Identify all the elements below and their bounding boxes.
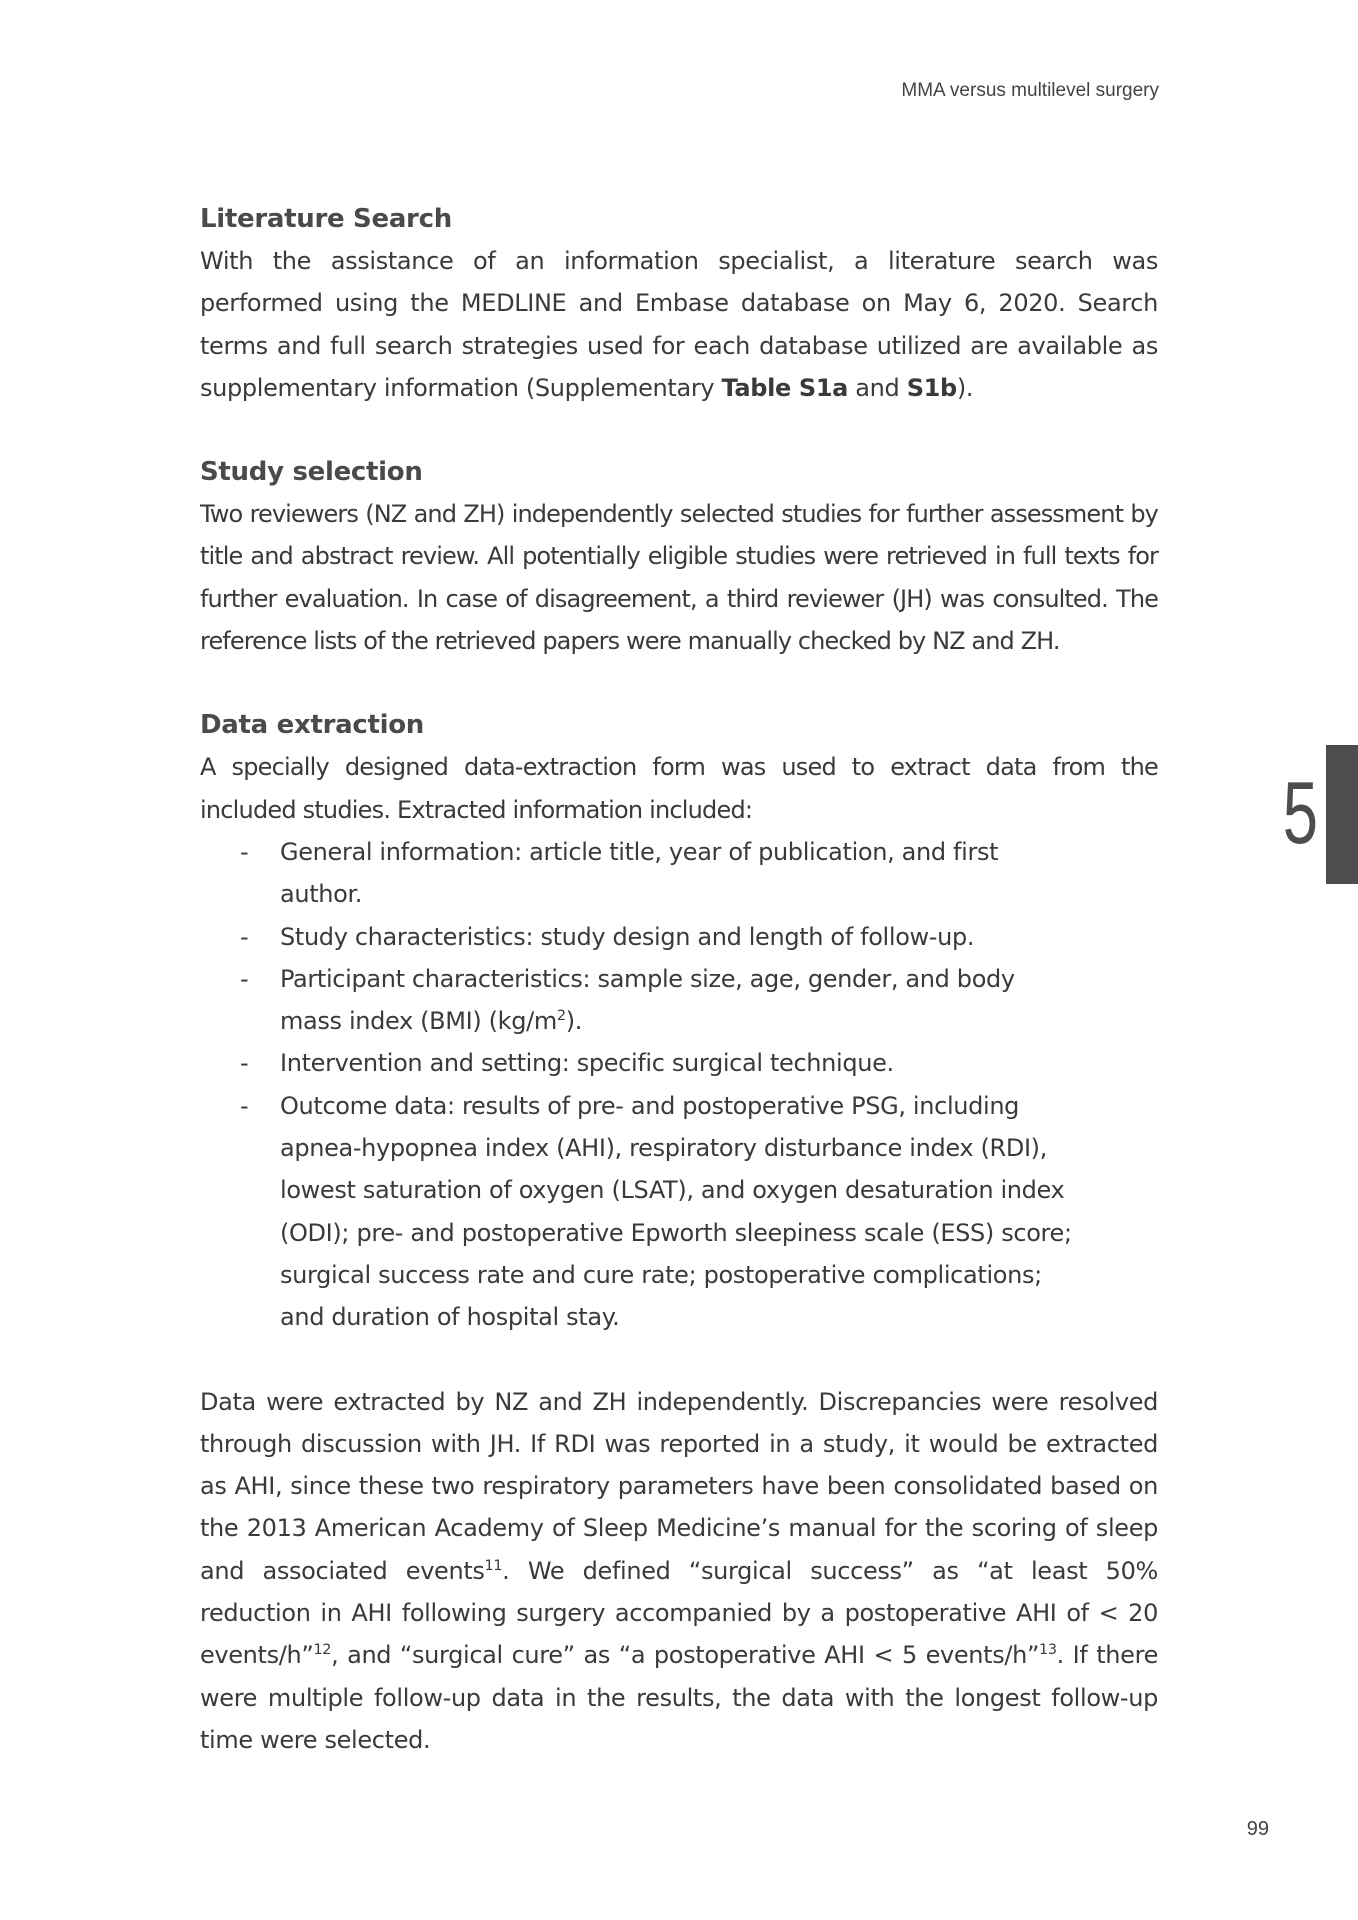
chapter-number: 5 xyxy=(1282,763,1318,862)
page-number: 99 xyxy=(1246,1818,1269,1840)
main-content xyxy=(200,198,1158,1761)
section-heading-literature-search: Literature Search xyxy=(200,204,452,234)
table-ref-s1a: Table S1a xyxy=(721,373,849,402)
bullet-dash: - xyxy=(240,1091,249,1120)
extracted-info-list xyxy=(200,831,1158,1339)
citation-11: 11 xyxy=(484,1557,503,1574)
list-item: - Study characteristics: study design and length of follow-up. xyxy=(200,916,1080,958)
running-header: MMA versus multilevel surgery xyxy=(901,80,1159,101)
superscript: 2 xyxy=(556,1008,566,1025)
citation-13: 13 xyxy=(1039,1642,1057,1659)
table-ref-s1b: S1b xyxy=(906,373,957,402)
list-item: - Outcome data: results of pre- and postoperative PSG, including apnea-hypopnea index (AHI), respiratory disturbance index (RDI), lowest saturation of oxygen (LSAT), and oxygen desaturation index (ODI); pre- and postoperative Epworth sleepiness scale (ESS) score; surgical success rate and cure rate; postoperative complications; and duration of hospital stay. xyxy=(200,1085,1080,1339)
bullet-dash: - xyxy=(240,1049,249,1078)
bullet-dash: - xyxy=(240,964,249,993)
list-item: - Participant characteristics: sample size, age, gender, and body mass index (BMI) $(kg/m^2)$. xyxy=(200,958,1080,1043)
study-selection-paragraph: Two reviewers (NZ and ZH) independently selected studies for further assessment by title and abstract review. All potentially eligible studies were retrieved in full texts for further evaluation. In case of disagreement, a third reviewer (JH) was consulted. The reference lists of the retrieved papers were manually checked by NZ and ZH. xyxy=(200,500,1158,656)
chapter-tab xyxy=(1326,745,1358,884)
data-extraction-intro: A specially designed data-extraction form was used to extract data from the included studies. Extracted information included: xyxy=(200,753,1158,824)
section-heading-data-extraction: Data extraction xyxy=(200,710,424,741)
section-heading-study-selection: Study selection xyxy=(200,457,423,488)
citation-12: 12 xyxy=(313,1642,332,1659)
bullet-dash: - xyxy=(240,922,249,951)
list-item: - Intervention and setting: specific surgical technique. xyxy=(200,1042,1080,1084)
data-extraction-paragraph: Data were extracted by NZ and ZH independently. Discrepancies were resolved through discussion with JH. If RDI was reported in a study, it would be extracted as AHI, since these two respiratory parameters have been consolidated based on the 2013 American Academy of Sleep Medicine’s manual for the scoring of sleep and associated events$^{11}$. We defined “surgical success” as “at least 50% reduction in AHI following surgery accompanied by a postoperative AHI of < 20 events/h”$^{12}$, and “surgical cure” as “a postoperative AHI < 5 events/h”$^{13}$. If there were multiple follow-up data in the results, the data with the longest follow-up time were selected. xyxy=(200,1387,1158,1754)
bullet-dash: - xyxy=(240,837,249,866)
literature-search-paragraph: With the assistance of an information specialist, a literature search was performed using the MEDLINE and Embase database on May 6, 2020. Search terms and full search strategies used for each database utilized are available as supplementary information (Supplementary Table S1a and S1b). xyxy=(200,247,1158,402)
list-item: - General information: article title, year of publication, and first author. xyxy=(200,831,1080,916)
